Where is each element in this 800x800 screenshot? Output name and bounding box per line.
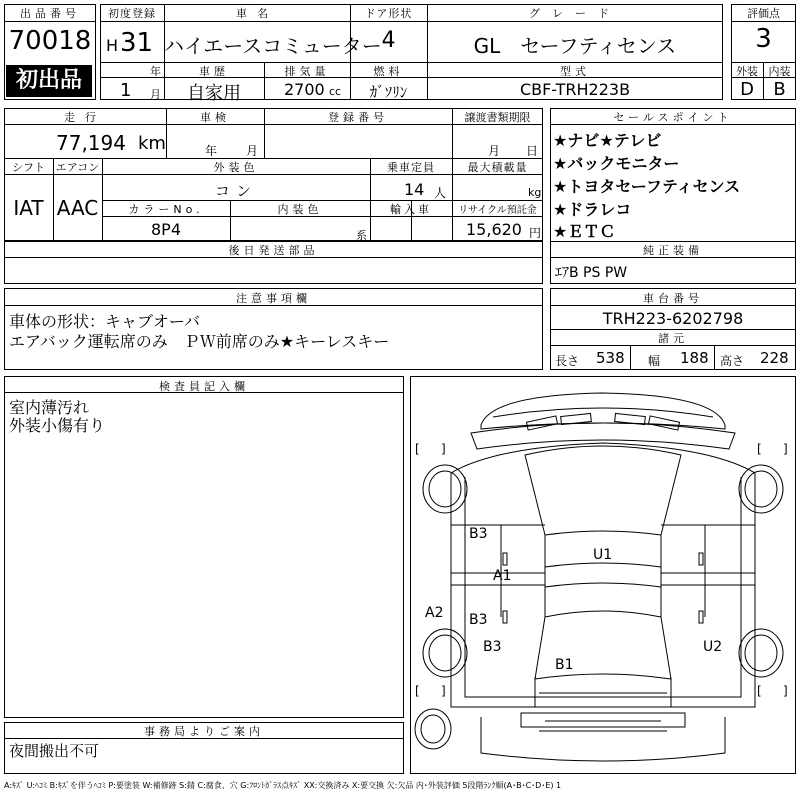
svg-text:]: ] bbox=[441, 684, 446, 698]
first-reg-year-unit: 年 bbox=[150, 65, 161, 78]
fuel-label: 燃料 bbox=[373, 65, 404, 78]
first-reg-era: H bbox=[106, 36, 119, 55]
chassis-label: 車台番号 bbox=[643, 292, 703, 305]
capacity-value: 14 bbox=[404, 180, 425, 199]
displacement-value: 2700 bbox=[284, 80, 325, 99]
int-score-value: B bbox=[773, 79, 786, 100]
width-label: 幅 bbox=[648, 354, 661, 368]
doors-value: 4 bbox=[381, 28, 396, 53]
equipment-value: ｴｱB PS PW bbox=[555, 265, 628, 281]
aircon-value: AAC bbox=[56, 196, 99, 220]
svg-text:[: [ bbox=[415, 442, 420, 456]
sales-points-label: セールスポイント bbox=[613, 111, 733, 124]
svg-text:[: [ bbox=[415, 684, 420, 698]
first-listing-badge: 初出品 bbox=[6, 65, 92, 97]
inspector-line-2: 外装小傷有り bbox=[9, 416, 106, 435]
fuel-value: ｶﾞｿﾘﾝ bbox=[369, 83, 408, 101]
displacement-unit: cc bbox=[329, 85, 342, 98]
mark-a1: A1 bbox=[493, 568, 512, 584]
first-reg-label: 初度登録 bbox=[108, 7, 156, 20]
inspection-label: 車検 bbox=[200, 111, 230, 124]
ext-color-value: コン bbox=[214, 182, 257, 200]
later-parts-label: 後日発送部品 bbox=[228, 244, 319, 257]
corner-brackets bbox=[415, 442, 788, 698]
int-score-label: 内装 bbox=[768, 65, 791, 78]
int-color-label: 内装色 bbox=[277, 203, 323, 216]
sales-point-2: ★バックモニター bbox=[553, 154, 680, 173]
windshield bbox=[525, 446, 681, 535]
plate-label: 登録番号 bbox=[328, 111, 388, 124]
shift-value: IAT bbox=[13, 196, 44, 220]
load-label: 最大積載量 bbox=[467, 161, 528, 174]
history-label: 車歴 bbox=[199, 65, 229, 78]
mileage-unit: km bbox=[138, 133, 166, 154]
notes-label: 注意事項欄 bbox=[236, 292, 311, 305]
mileage-label: 走行 bbox=[64, 111, 106, 124]
mark-b3-low: B3 bbox=[483, 639, 502, 655]
inspection-year-unit: 年 bbox=[205, 144, 218, 158]
import-label: 輸入車 bbox=[390, 203, 432, 216]
mark-b1: B1 bbox=[555, 657, 574, 673]
front-slats bbox=[526, 413, 679, 430]
transfer-month-unit: 月 bbox=[488, 144, 501, 158]
capacity-unit: 人 bbox=[434, 186, 447, 200]
mark-u1: U1 bbox=[593, 547, 613, 563]
ext-color-label: 外装色 bbox=[213, 161, 259, 174]
grade-value: GL セーフティセンス bbox=[473, 34, 677, 58]
doors-label: ドア形状 bbox=[364, 7, 413, 20]
svg-text:[: [ bbox=[757, 442, 762, 456]
mark-a2: A2 bbox=[425, 605, 444, 621]
office-label: 事務局よりご案内 bbox=[144, 725, 264, 738]
aircon-label: エアコン bbox=[55, 161, 100, 174]
lot-label: 出品番号 bbox=[20, 7, 80, 20]
transfer-label: 譲渡書類期限 bbox=[464, 111, 531, 124]
damage-diagram bbox=[410, 376, 796, 774]
int-color-suffix: 系 bbox=[356, 229, 367, 242]
displacement-label: 排気量 bbox=[284, 65, 330, 78]
car-name-value: ハイエースコミューター bbox=[164, 34, 382, 58]
transfer-day-unit: 日 bbox=[526, 144, 539, 158]
model-label: 型式 bbox=[560, 65, 590, 78]
sales-point-1: ★ナビ★テレビ bbox=[553, 131, 662, 150]
inspection-month-unit: 月 bbox=[246, 144, 259, 158]
ext-score-label: 外装 bbox=[736, 65, 758, 78]
grade-label: グレード bbox=[529, 7, 621, 20]
score-label: 評価点 bbox=[747, 7, 780, 20]
car-name-label: 車名 bbox=[236, 7, 278, 20]
front-roof-outline bbox=[481, 393, 725, 429]
recycle-unit: 円 bbox=[529, 226, 542, 240]
inspector-line-1: 室内薄汚れ bbox=[9, 398, 90, 417]
equipment-label: 純正装備 bbox=[643, 244, 703, 257]
ext-score-value: D bbox=[740, 79, 754, 100]
svg-text:[: [ bbox=[757, 684, 762, 698]
first-reg-month-unit: 月 bbox=[150, 88, 161, 101]
recycle-label: リサイクル預託金 bbox=[458, 205, 537, 216]
sales-point-5: ★ＥＴＣ bbox=[553, 222, 616, 241]
chassis-value: TRH223-6202798 bbox=[602, 309, 744, 328]
capacity-label: 乗車定員 bbox=[387, 161, 435, 174]
recycle-value: 15,620 bbox=[466, 220, 522, 239]
length-label: 長さ bbox=[555, 354, 580, 368]
notes-line-1: 車体の形状：キャブオーバ bbox=[9, 312, 201, 331]
mark-u2: U2 bbox=[703, 639, 723, 655]
svg-text:]: ] bbox=[783, 442, 788, 456]
tires bbox=[415, 465, 783, 749]
dimensions-label: 諸元 bbox=[658, 332, 688, 345]
shift-label: シフト bbox=[12, 161, 45, 174]
office-value: 夜間搬出不可 bbox=[9, 742, 100, 760]
model-value: CBF-TRH223B bbox=[519, 80, 631, 99]
load-unit: kg bbox=[528, 186, 542, 199]
sales-point-4: ★ドラレコ bbox=[553, 200, 632, 219]
lot-number: 70018 bbox=[8, 26, 92, 56]
color-no-label: カラーNo. bbox=[128, 203, 204, 216]
svg-text:]: ] bbox=[441, 442, 446, 456]
spec-table bbox=[4, 108, 543, 242]
score-value: 3 bbox=[755, 24, 772, 54]
mileage-value: 77,194 bbox=[56, 131, 126, 155]
legend-text: A:ｷｽﾞ U:ﾍｺﾐ B:ｷｽﾞを伴うﾍｺﾐ P:要塗装 W:補修跡 S:錆 C:腐食、穴 G:ﾌﾛﾝﾄｶﾞﾗｽ点ｷｽﾞ XX:交換済み X:要交換 欠:欠品 内･外装評価 5段階ﾗﾝｸ順(A･B･C･D･E) 1 bbox=[4, 781, 562, 790]
length-value: 538 bbox=[596, 349, 625, 367]
notes-line-2: エアバック運転席のみ ＰＷ前席のみ★キーレスキー bbox=[9, 332, 390, 351]
inspector-label: 検査員記入欄 bbox=[159, 380, 249, 393]
height-label: 高さ bbox=[720, 354, 745, 368]
mark-b3-mid: B3 bbox=[469, 612, 488, 628]
rear-view-outline bbox=[481, 717, 725, 761]
mark-b3-upper: B3 bbox=[469, 526, 488, 542]
color-no-value: 8P4 bbox=[150, 220, 181, 239]
first-reg-year: 31 bbox=[120, 28, 154, 58]
sales-point-3: ★トヨタセーフティセンス bbox=[553, 177, 741, 196]
first-reg-month: 1 bbox=[120, 80, 132, 101]
svg-text:]: ] bbox=[783, 684, 788, 698]
height-value: 228 bbox=[760, 349, 789, 367]
history-value: 自家用 bbox=[187, 83, 241, 104]
width-value: 188 bbox=[680, 349, 709, 367]
